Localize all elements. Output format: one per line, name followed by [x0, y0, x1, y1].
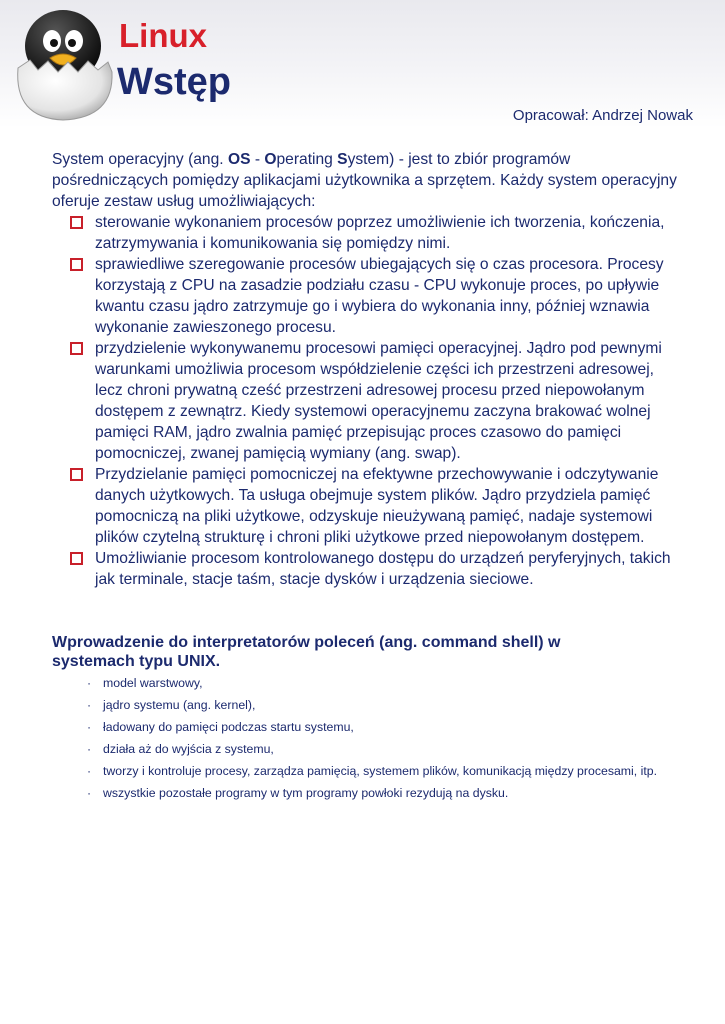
shell-features-list [87, 676, 667, 808]
bullet-dot-icon: · [87, 764, 92, 778]
bullet-dot-icon: · [87, 676, 92, 690]
section-heading: Wprowadzenie do interpretatorów poleceń (ang. command shell) w systemach typu UNIX. [52, 634, 561, 670]
bullet-dot-icon: · [87, 720, 92, 734]
list-item: Przydzielanie pamięci pomocniczej na efektywne przechowywanie i odczytywanie danych użytkowych. Ta usługa obejmuje system plików. Jądro przydziela pamięć pomocniczą na pliki użytkowe, odzyskuje nieużywaną pamięć, nadaje systemowi plików czytelną strukturę i chroni pliki użytkowe przed niepowołanym dostępem. [52, 464, 682, 548]
os-services-list [52, 212, 682, 590]
hollow-square-icon [70, 552, 83, 565]
main-content [52, 149, 682, 590]
hollow-square-icon [70, 216, 83, 229]
penguin-egg-logo-icon [8, 6, 118, 124]
title-linux: Linux [119, 17, 207, 54]
hollow-square-icon [70, 468, 83, 481]
list-item: · wszystkie pozostałe programy w tym programy powłoki rezydują na dysku. [87, 786, 509, 800]
list-item: sprawiedliwe szeregowanie procesów ubiegających się o czas procesora. Procesy korzystają z CPU na zasadzie podziału czasu - CPU wykonuje proces, po upływie kwantu czasu jądro zatrzymuje go i wybiera do wykonania inny, później wznawia wykonanie zawieszonego procesu. [52, 254, 682, 338]
header-banner [0, 0, 725, 128]
list-item: · jądro systemu (ang. kernel), [87, 698, 256, 712]
list-item: przydzielenie wykonywanemu procesowi pamięci operacyjnej. Jądro pod pewnymi warunkami umożliwia procesom współdzielenie części ich przestrzeni adresowej, lecz chroni prywatną cześć przestrzeni adresowej procesu przed niepowołanym dostępem z zewnątrz. Kiedy systemowi operacyjnemu zaczyna brakować wolnej pamięci RAM, jądro zwalnia pamięć przepisując proces czasowo do pamięci pomocniczej, zwanej pamięcią wymiany (ang. swap). [52, 338, 682, 464]
bullet-dot-icon: · [87, 786, 92, 800]
author-credit: Opracował: Andrzej Nowak [512, 107, 693, 124]
list-item: · działa aż do wyjścia z systemu, [87, 742, 274, 756]
list-item: sterowanie wykonaniem procesów poprzez umożliwienie ich tworzenia, kończenia, zatrzymywania i komunikowania się pomiędzy nimi. [52, 212, 682, 254]
bullet-dot-icon: · [87, 742, 92, 756]
intro-paragraph: System operacyjny (ang. OS - Operating System) - jest to zbiór programów pośredniczących pomiędzy aplikacjami użytkownika a sprzętem. Każdy system operacyjny oferuje zestaw usług umożliwiających: [52, 151, 677, 210]
bullet-dot-icon: · [87, 698, 92, 712]
list-item: · ładowany do pamięci podczas startu systemu, [87, 720, 354, 734]
list-item: · model warstwowy, [87, 676, 203, 690]
title-wstep: Wstęp [117, 61, 231, 103]
hollow-square-icon [70, 258, 83, 271]
list-item: · tworzy i kontroluje procesy, zarządza pamięcią, systemem plików, komunikacją między procesami, itp. [87, 764, 658, 778]
os-abbreviation: OS [227, 151, 251, 168]
list-item: Umożliwianie procesom kontrolowanego dostępu do urządzeń peryferyjnych, takich jak terminale, stacje taśm, stacje dysków i urządzenia sieciowe. [52, 548, 682, 590]
hollow-square-icon [70, 342, 83, 355]
